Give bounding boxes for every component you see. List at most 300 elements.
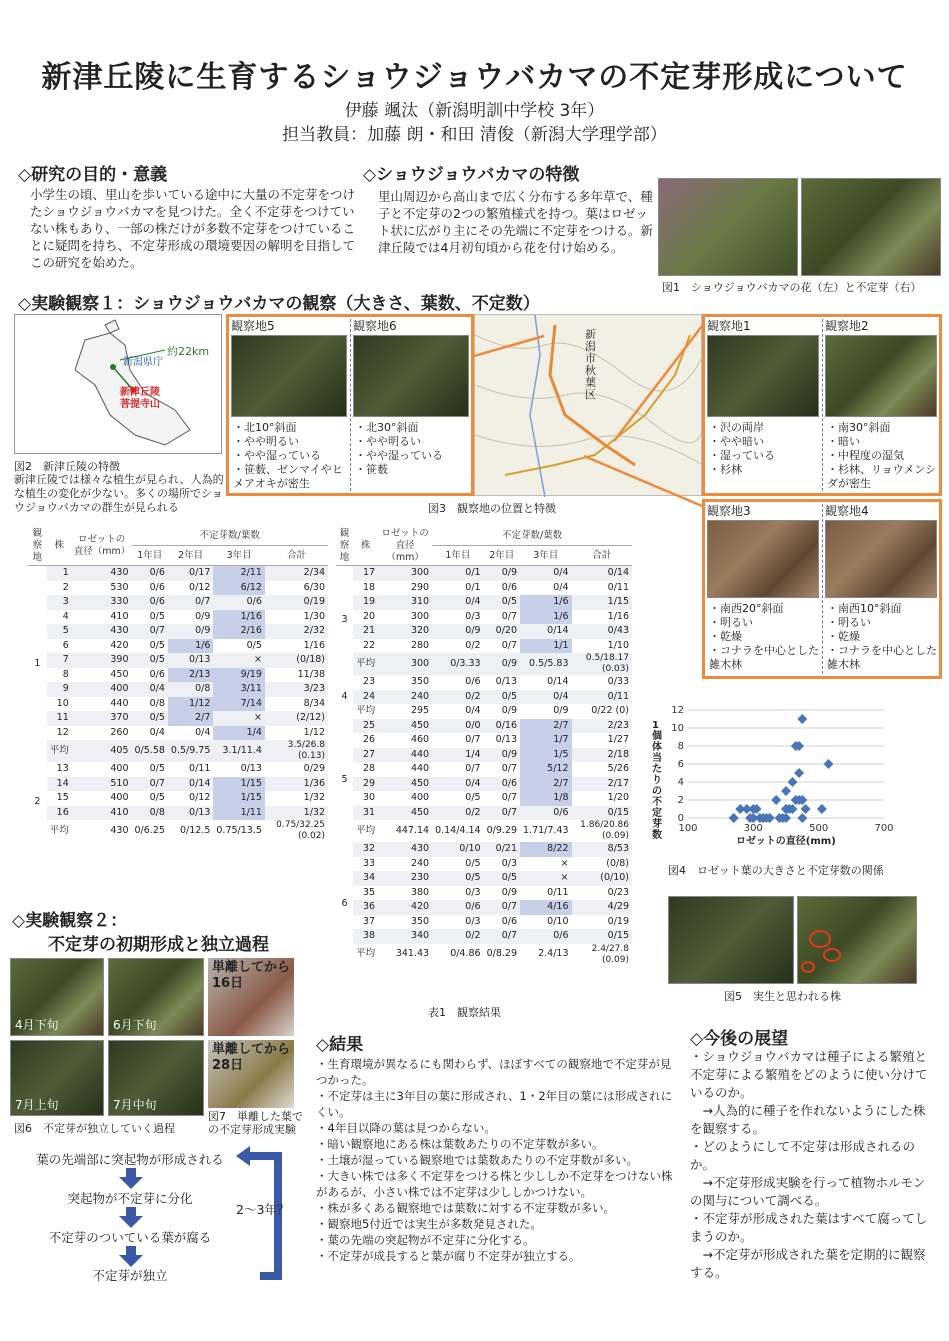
table-cell: (0/10) xyxy=(572,871,632,886)
table-cell: 400 xyxy=(410,792,430,803)
table-cell: × xyxy=(213,711,265,726)
site5-text: ・北10°斜面 ・やや明るい ・やや湿っている ・笹薮、ゼンマイやヒメアオキが密生 xyxy=(233,421,343,490)
table-cell: 7 xyxy=(47,653,72,668)
table-cell: 0/12 xyxy=(189,581,211,593)
table-cell: 1/6 xyxy=(168,639,213,654)
detach-photo-16 xyxy=(208,958,294,1036)
table-cell: 0/13 xyxy=(168,806,213,821)
table-row xyxy=(28,711,328,726)
table-cell: 420 xyxy=(110,639,129,651)
table-cell: 300 xyxy=(378,566,432,581)
table-cell: 0/4 xyxy=(553,581,569,593)
table-cell: 0/4 xyxy=(195,726,211,738)
features-text: 里山周辺から高山まで広く分布する多年草で、種子と不定芽の2つの繁殖様式を持つ。葉はロゼット状に広がり主にその先端に不定芽をつける。新津丘陵では4月初旬頃から花を付け始める。 xyxy=(378,189,654,255)
bud-photo-jul1 xyxy=(10,1040,104,1116)
table-row xyxy=(28,777,328,792)
result-item: ・大きい株では多く不定芽をつける株と少ししか不定芽をつけない株があるが、小さい株では不定芽は少ししかつけない。 xyxy=(316,1169,673,1199)
table-cell: 420 xyxy=(378,900,432,915)
table-header-cell: 観察地 xyxy=(336,527,353,566)
fig5-caption: 図5 実生と思われる株 xyxy=(724,990,841,1003)
photo-label-apr: 4月下旬 xyxy=(15,1018,59,1032)
table-cell: 0/5 xyxy=(149,610,165,622)
table-cell: 29 xyxy=(353,777,378,792)
table-cell: 0/4.86 xyxy=(450,948,481,960)
sites-3-4-box xyxy=(702,499,942,679)
table-row xyxy=(336,777,632,792)
table-row xyxy=(28,820,328,842)
table-cell: × xyxy=(213,653,265,668)
fig2-text: 新津丘陵では様々な植生が見られ、人為的な植生の変化が少ない。多くの場所でショウジョウバカマの群生が見られる xyxy=(14,473,224,514)
table-cell: 0/4 xyxy=(149,726,165,738)
outlook-list xyxy=(690,1048,936,1282)
site-cell: 2 xyxy=(28,762,47,842)
table-cell: 1/7 xyxy=(520,733,572,748)
table-cell: 1/12 xyxy=(168,697,213,712)
table-cell: 340 xyxy=(378,929,432,944)
table-cell: 1/27 xyxy=(607,734,629,745)
table-cell: 530 xyxy=(110,581,129,593)
site4-photo xyxy=(825,520,937,598)
seedling-photo-1 xyxy=(668,896,794,984)
table-cell: 1/11 xyxy=(213,806,265,821)
divider xyxy=(822,504,823,674)
table-cell: 0/6 xyxy=(501,581,517,593)
fig3-caption: 図3 観察地の位置と特徴 xyxy=(428,502,556,515)
x-tick-label: 500 xyxy=(809,823,829,834)
table-cell: 0/5 xyxy=(149,763,165,774)
table-header-cell: 3年目 xyxy=(520,546,572,566)
table-cell: 0/7 xyxy=(484,806,520,821)
table-cell: 0/29 xyxy=(303,763,325,774)
result-item: ・不定芽が成長すると葉が腐り不定芽が独立する。 xyxy=(316,1249,581,1263)
chart-ylabel: 1個体当たりの不定芽数 xyxy=(652,720,662,841)
table-cell: 0/23 xyxy=(607,886,629,898)
table-cell: 1/32 xyxy=(265,806,328,821)
flower-photo xyxy=(658,178,798,276)
table-cell: 19 xyxy=(353,595,378,610)
table-cell: 0/14 xyxy=(572,566,632,581)
table-cell: 2/13 xyxy=(168,668,213,683)
table-cell: 3/23 xyxy=(265,682,328,697)
table-cell: 1/10 xyxy=(607,639,629,651)
table-cell: 0/5 xyxy=(246,639,262,651)
table-cell: 9 xyxy=(47,682,72,697)
table-row xyxy=(28,762,328,777)
table-cell: 0/33 xyxy=(607,676,629,687)
y-tick-label: 0 xyxy=(677,813,684,824)
table-cell: 0/12.5 xyxy=(179,824,211,836)
table-cell: 405 xyxy=(72,740,132,762)
exp1-heading: ◇実験観察１：ショウジョウバカマの観察（大きさ、葉数、不定数） xyxy=(18,294,540,314)
x-tick-label: 700 xyxy=(874,823,894,834)
table-cell: 平均 xyxy=(356,948,376,960)
table-cell: 295 xyxy=(410,705,430,716)
table-cell: 1/5 xyxy=(520,748,572,763)
table-cell: 31 xyxy=(353,806,378,821)
table-cell: 22 xyxy=(363,639,376,651)
table-cell: 0/4 xyxy=(132,682,168,697)
table-cell: 0/9 xyxy=(484,566,520,581)
result-item: ・観察地5付近では実生が多数発見された。 xyxy=(316,1217,542,1231)
author-line: 伊藤 颯汰（新潟明訓中学校 3年） xyxy=(344,101,605,121)
table-row xyxy=(28,595,328,610)
table-cell: 23 xyxy=(363,676,376,687)
table-header-cell: 株 xyxy=(47,527,72,566)
table-row xyxy=(336,857,632,872)
divider xyxy=(822,319,823,491)
table-row xyxy=(336,675,632,690)
table-cell: 440 xyxy=(110,697,129,709)
table-cell: 0/3 xyxy=(465,610,481,622)
site6-text: ・北30°斜面 ・やや明るい ・やや湿っている ・笹薮 xyxy=(355,421,443,476)
table-cell: 280 xyxy=(410,639,430,651)
fig2-caption: 図2 新津丘陵の特徴 xyxy=(14,460,120,473)
table-cell: 0/3.33 xyxy=(432,653,484,675)
table-cell: 390 xyxy=(72,653,132,668)
table-cell: 0/6 xyxy=(149,581,165,593)
table-cell: 2/18 xyxy=(572,748,632,763)
table-cell: 1.86/20.86 (0.09) xyxy=(580,820,629,841)
site1-photo xyxy=(707,335,819,417)
table-cell: 1/36 xyxy=(265,777,328,792)
loop-label: 2～3年？ xyxy=(236,1202,290,1217)
table-cell: 0/5 xyxy=(465,857,481,869)
y-tick-label: 12 xyxy=(671,705,684,716)
table-cell: 3.1/11.4 xyxy=(213,740,265,762)
table-cell: 11/38 xyxy=(297,668,325,680)
advisor-line: 担当教員：加藤 朗・和田 清俊（新潟大学理学部） xyxy=(282,125,667,145)
table-cell: 350 xyxy=(410,676,430,687)
table-cell: 350 xyxy=(410,915,430,927)
table-cell: 0/6 xyxy=(132,566,168,581)
table-row xyxy=(336,900,632,915)
table-row xyxy=(336,653,632,675)
y-tick-label: 4 xyxy=(677,777,684,788)
table-cell: 20 xyxy=(363,610,376,622)
table-cell: 510 xyxy=(72,777,132,792)
table-cell: 21 xyxy=(353,624,378,639)
table-row xyxy=(336,791,632,806)
site-cell: 1 xyxy=(28,566,47,763)
table-header-cell: 合計 xyxy=(572,546,632,566)
scatter-plot xyxy=(648,700,944,850)
table-row xyxy=(336,871,632,886)
photo-label-jul2: 7月中旬 xyxy=(113,1098,157,1112)
table-cell: 0/16 xyxy=(484,719,520,734)
table-cell: 0/20 xyxy=(484,624,520,639)
table-cell: 13 xyxy=(56,763,69,774)
table-cell: 2/17 xyxy=(572,777,632,792)
table-cell: 27 xyxy=(353,748,378,763)
table-header-cell: 合計 xyxy=(265,546,328,566)
table-cell: 1/12 xyxy=(303,726,325,738)
table-cell: 37 xyxy=(363,915,376,927)
table-cell: 4/16 xyxy=(520,900,572,915)
flow-step-3: 不定芽のついている葉が腐る xyxy=(48,1230,212,1245)
poster-title: 新津丘陵に生育するショウジョウバカマの不定芽形成について xyxy=(41,60,908,95)
map-city-label: 新潟市秋葉区 xyxy=(585,328,596,401)
table-cell: 9/19 xyxy=(213,668,265,683)
table-cell: 28 xyxy=(363,763,376,774)
fig4-caption: 図4 ロゼット葉の大きさと不定芽数の関係 xyxy=(668,864,884,877)
table-cell: 0/4 xyxy=(432,777,484,792)
outlook-item: →不定芽が形成された葉を定期的に観察する。 xyxy=(690,1247,926,1280)
fig6-caption: 図6 不定芽が独立していく過程 xyxy=(14,1122,175,1135)
table-row xyxy=(336,762,632,777)
table-cell: 0/7 xyxy=(132,777,168,792)
table-cell: 0/3 xyxy=(501,857,517,869)
table-cell: 0/8.29 xyxy=(486,948,517,960)
table-cell: 25 xyxy=(353,719,378,734)
sites-5-6-box xyxy=(226,314,474,496)
table-cell: 2/11 xyxy=(213,566,265,581)
data-point xyxy=(797,714,807,724)
table-cell: 0/5 xyxy=(149,792,165,803)
table-cell: 0/14 xyxy=(547,676,569,687)
table-cell: 0/4 xyxy=(432,595,484,610)
features-heading: ◇ショウジョウバカマの特徴 xyxy=(363,165,580,185)
table-cell: 0/8 xyxy=(132,806,168,821)
table-cell: 0/7 xyxy=(465,763,481,774)
table-cell: 430 xyxy=(378,842,432,857)
table-row xyxy=(28,653,328,668)
scatter-chart xyxy=(648,700,944,850)
site2-photo xyxy=(825,335,937,417)
table-cell: 0/6 xyxy=(213,595,265,610)
flow-arrow-head xyxy=(119,1177,143,1189)
table-row xyxy=(336,820,632,842)
outlook-item: ・ショウジョウバカマは種子による繁殖と不定芽による繁殖をどのように使い分けているのか。 xyxy=(690,1049,928,1100)
table-cell: 0/9 xyxy=(195,610,211,622)
table-cell: 平均 xyxy=(47,740,72,762)
table-row xyxy=(336,704,632,719)
table-cell: 0/5 xyxy=(484,690,520,705)
results-heading: ◇結果 xyxy=(316,1035,364,1055)
table-cell: 0/7 xyxy=(132,624,168,639)
outlook-item: ・不定芽が形成された葉はすべて腐ってしまうのか。 xyxy=(690,1211,928,1244)
table-cell: 430 xyxy=(72,624,132,639)
table-cell: 0/5.58 xyxy=(132,740,168,762)
table-cell: 1/4 xyxy=(432,748,484,763)
purpose-text: 小学生の頃、里山を歩いている途中に大量の不定芽をつけたショウジョウバカマを見つけた。全く不定芽をつけていない株もあり、一部の株だけが多数不定芽をつけていることに疑問を持ち、不定芽形成の環境要因の解明を目指してこの研究を始めた。 xyxy=(30,187,356,270)
table-cell: 0/13 xyxy=(495,734,517,745)
table-cell: 0.5/18.17 (0.03) xyxy=(572,653,632,675)
table-cell: 2/32 xyxy=(265,624,328,639)
table-cell: 330 xyxy=(72,595,132,610)
table-cell: 5/12 xyxy=(520,762,572,777)
table-row xyxy=(336,748,632,763)
divider xyxy=(350,319,351,491)
table-cell: 15 xyxy=(56,792,69,803)
table-cell: 0/19 xyxy=(607,915,629,927)
table-header-cell: 1年目 xyxy=(432,546,484,566)
table-row xyxy=(336,581,632,596)
table-cell: 0/1 xyxy=(432,566,484,581)
table-cell: 36 xyxy=(353,900,378,915)
table-row xyxy=(28,726,328,741)
table-cell: 2/7 xyxy=(168,711,213,726)
exp2-subheading: 不定芽の初期形成と独立過程 xyxy=(48,935,269,955)
table-cell: 12 xyxy=(56,726,69,738)
table-row xyxy=(336,690,632,705)
table-cell: 1/30 xyxy=(303,610,325,622)
table-cell: 0/6 xyxy=(520,929,572,944)
table-cell: 1/16 xyxy=(303,639,325,651)
site2-label: 観察地2 xyxy=(825,319,869,333)
table-cell: 0/9.29 xyxy=(486,824,517,836)
table-cell: 1/16 xyxy=(607,610,629,622)
table-cell: 0/11 xyxy=(572,690,632,705)
table-cell: 1/15 xyxy=(572,595,632,610)
table-cell: 2/7 xyxy=(520,777,572,792)
table-cell: 1/15 xyxy=(213,777,265,792)
table-cell: 0/13 xyxy=(240,763,262,774)
table-cell: (0/18) xyxy=(265,653,328,668)
table-cell: 400 xyxy=(72,682,132,697)
table-cell: 1/20 xyxy=(607,792,629,803)
table-cell: 0/14 xyxy=(520,624,572,639)
niigata-map xyxy=(14,314,222,454)
table-header-cell: ロゼットの直径（mm） xyxy=(72,527,132,566)
table-cell: 310 xyxy=(378,595,432,610)
site4-label: 観察地4 xyxy=(825,504,869,518)
table-cell: 0.14/4.14 xyxy=(435,824,481,836)
table-cell: 32 xyxy=(353,842,378,857)
flow-arrow-head xyxy=(119,1216,143,1228)
table-cell: 0/7 xyxy=(465,734,481,745)
table1-caption: 表1 観察結果 xyxy=(428,1006,501,1019)
table-cell: 0/43 xyxy=(572,624,632,639)
table-cell: 0/7 xyxy=(501,763,517,774)
site4-text: ・南西10°斜面 ・明るい ・乾燥 ・コナラを中心とした雑木林 xyxy=(827,602,937,671)
table-cell: 300 xyxy=(378,653,432,675)
table-cell: 6/12 xyxy=(213,581,265,596)
site3-text: ・南西20°斜面 ・明るい ・乾燥 ・コナラを中心とした雑木林 xyxy=(709,602,819,671)
table-cell: 0/7 xyxy=(501,792,517,803)
table-cell: 0/17 xyxy=(168,566,213,581)
table-cell: 400 xyxy=(110,763,129,774)
data-point xyxy=(794,768,804,778)
table-cell: 300 xyxy=(410,610,430,622)
site3-label: 観察地3 xyxy=(707,504,751,518)
table-row xyxy=(336,842,632,857)
fig1-caption: 図1 ショウジョウバカマの花（左）と不定芽（右） xyxy=(662,281,922,294)
results-table-right xyxy=(336,527,632,966)
table-cell: 1 xyxy=(47,566,72,581)
table-cell: 1/32 xyxy=(303,792,325,803)
sites-1-2-box xyxy=(702,314,942,496)
table-cell: (2/12) xyxy=(265,711,328,726)
exp2-heading: ◇実験観察２： xyxy=(12,911,128,931)
flow-step-4: 不定芽が独立 xyxy=(92,1268,168,1283)
table-row xyxy=(28,697,328,712)
table-cell: 240 xyxy=(378,690,432,705)
bud-photo-apr xyxy=(10,958,104,1036)
table-cell: 1.71/7.43 xyxy=(523,824,569,836)
outlook-item: →不定芽形成実験を行って植物ホルモンの関与について調べる。 xyxy=(690,1175,926,1208)
table-cell: 370 xyxy=(72,711,132,726)
bud-photo xyxy=(801,178,941,276)
table-cell: 440 xyxy=(410,763,430,774)
table-cell: 230 xyxy=(378,871,432,886)
table-row xyxy=(336,733,632,748)
table-cell: 447.14 xyxy=(395,824,430,836)
result-item: ・土壌が湿っている観察地では葉数あたりの不定芽数が多い。 xyxy=(316,1153,638,1167)
table-cell: 0/3 xyxy=(465,886,481,898)
table-cell: 14 xyxy=(47,777,72,792)
result-item: ・4年目以降の葉は見つからない。 xyxy=(316,1121,496,1135)
table-cell: 2/7 xyxy=(520,719,572,734)
table-cell: 0/2 xyxy=(432,806,484,821)
table-cell: 4/29 xyxy=(572,900,632,915)
table-cell: 3/11 xyxy=(213,682,265,697)
site1-label: 観察地1 xyxy=(707,319,751,333)
table-cell: 0.75/32.25 (0.02) xyxy=(276,820,325,841)
x-tick-label: 300 xyxy=(743,823,763,834)
y-tick-label: 8 xyxy=(677,741,684,752)
site5-label: 観察地5 xyxy=(231,319,275,333)
table-cell: 1/15 xyxy=(213,791,265,806)
table-cell: 33 xyxy=(363,857,376,869)
table-cell: 35 xyxy=(363,886,376,898)
table-cell: 0/6.25 xyxy=(134,824,165,836)
photo-label-jul1: 7月上旬 xyxy=(15,1098,59,1112)
table-cell: 0/15 xyxy=(572,806,632,821)
table-cell: 0/9 xyxy=(432,624,484,639)
table-cell: 410 xyxy=(110,610,129,622)
site-cell: 3 xyxy=(336,566,353,676)
table-cell: 0/7 xyxy=(501,639,517,651)
table-cell: 260 xyxy=(110,726,129,738)
site-cell: 4 xyxy=(336,675,353,719)
table-cell: (0/8) xyxy=(606,857,629,869)
flow-step-1: 葉の先端部に突起物が形成される xyxy=(36,1152,224,1167)
table-cell: 0/7 xyxy=(484,929,520,944)
table-cell: × xyxy=(560,857,569,869)
table-cell: 0/8 xyxy=(149,697,165,709)
table-cell: 430 xyxy=(72,566,132,581)
table-cell: 10 xyxy=(56,697,69,709)
map-distance-label: 約22km xyxy=(167,345,210,358)
table-cell: 0/6 xyxy=(432,900,484,915)
site2-text: ・南30°斜面 ・暗い ・中程度の湿気 ・杉林、リョウメンシダが密生 xyxy=(827,421,937,490)
table-cell: 平均 xyxy=(49,824,69,836)
table-row xyxy=(336,944,632,966)
outlook-item: ・どのようにして不定芽は形成されるのか。 xyxy=(690,1139,916,1172)
result-item: ・株が多くある観察地では葉数に対する不定芽数が多い。 xyxy=(316,1201,615,1215)
data-point xyxy=(801,804,811,814)
table-cell: 341.43 xyxy=(395,948,430,960)
table-cell: 0/22 (0) xyxy=(591,705,629,716)
table-cell: 0/2 xyxy=(432,690,484,705)
table-cell: 0/10 xyxy=(547,915,569,927)
data-point xyxy=(781,786,791,796)
table-cell: 0/12 xyxy=(189,792,211,803)
table-cell: 0/5 xyxy=(432,871,484,886)
table-row xyxy=(336,886,632,901)
table-cell: 320 xyxy=(378,624,432,639)
table-cell: 0/7 xyxy=(168,595,213,610)
table-row xyxy=(336,624,632,639)
table-cell: 0/9 xyxy=(484,653,520,675)
table-row xyxy=(28,806,328,821)
table-cell: 450 xyxy=(378,777,432,792)
table-row xyxy=(336,566,632,581)
fig7-caption: 図7 単離した葉での不定芽形成実験 xyxy=(208,1110,303,1136)
table-cell: 3 xyxy=(47,595,72,610)
table-cell: 1/8 xyxy=(520,791,572,806)
table-cell: 0/2 xyxy=(465,639,481,651)
